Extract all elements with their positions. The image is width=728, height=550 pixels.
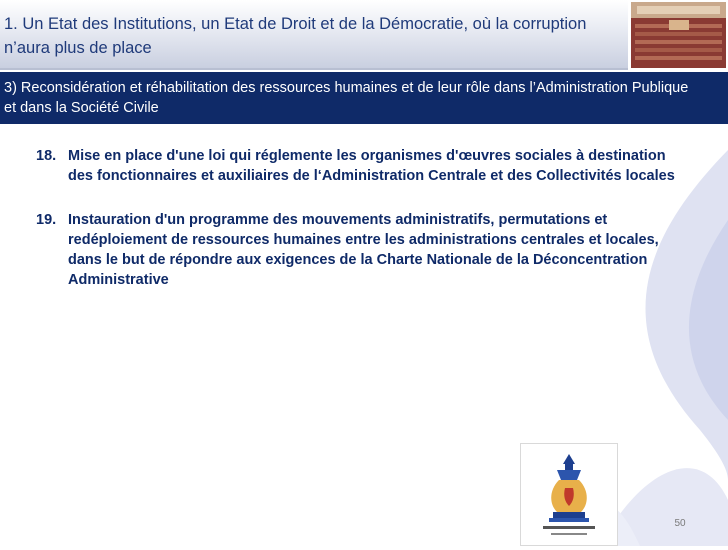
subtitle-bar [0, 72, 728, 124]
parliament-image [631, 2, 726, 68]
item-text: Instauration d'un programme des mouvements administratifs, permutations et redéploiement de ressources humaines entre les administrations centrales et locales, dans le but de répondre aux exigences de la Charte Nationale de la Déconcentration Administrative [68, 212, 659, 288]
lantern-logo-icon [521, 444, 617, 545]
list-item [36, 146, 676, 186]
numbered-list [36, 146, 676, 314]
item-number: 19. [36, 212, 57, 228]
party-logo [520, 443, 618, 546]
parliament-photo [629, 0, 728, 70]
section-subtitle: 3) Reconsidération et réhabilitation des ressources humaines et de leur rôle dans l’Administration Publique et dans la Société Civile [4, 80, 689, 116]
item-number: 18. [36, 148, 57, 164]
list-item [36, 210, 676, 290]
page-title: 1. Un Etat des Institutions, un Etat de Droit et de la Démocratie, où la corruption n’aura plus de place [4, 15, 587, 57]
page-number: 50 [674, 518, 686, 529]
item-text: Mise en place d'une loi qui réglemente les organismes d'œuvres sociales à destination des fonctionnaires et auxiliaires de l‘Administration Centrale et des Collectivités locales [68, 148, 675, 184]
title-bar [0, 0, 628, 70]
